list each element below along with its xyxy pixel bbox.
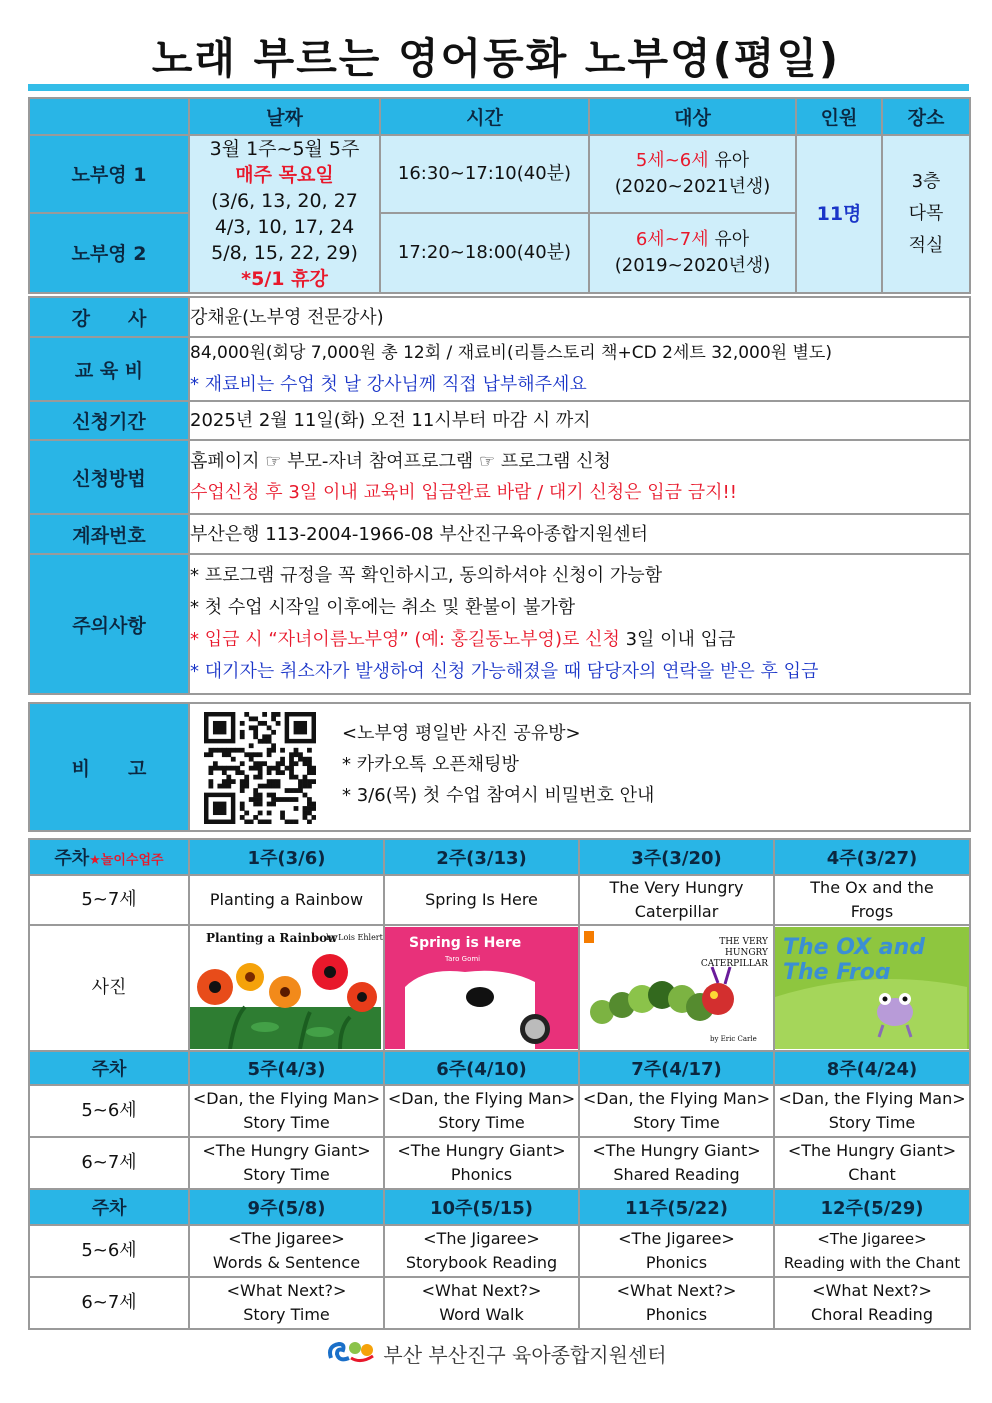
lesson-cell [774,1137,970,1189]
cover-title: THE VERY HUNGRY CATERPILLAR [700,937,768,969]
cover-author: by Lois Ehlert [326,933,383,942]
cover-title: Spring is Here [409,935,522,951]
lesson-cell [384,1277,579,1329]
remarks-text [342,718,654,811]
account-value: 부산은행 113-2004-1966-08 부산진구육아종합지원센터 [189,514,970,554]
lesson-cell [384,1137,579,1189]
weekly-schedule-table [28,838,971,1330]
fee-line: 84,000원(회당 7,000원 총 12회 / 재료비(리틀스토리 책+CD 2세트 32,000원 별도) [190,343,832,363]
book-cover [189,925,384,1051]
remarks-table [28,702,971,832]
lesson-book: <What Next?> [226,1281,347,1300]
book-cover [579,925,774,1051]
lesson-book: <The Jigaree> [423,1229,540,1248]
lesson-cell [579,1137,774,1189]
lesson-activity: Story Time [438,1113,525,1132]
cover-author: Taro Gomi [445,955,481,963]
page-title: 노래 부르는 영어동화 노부영(평일) [151,34,841,83]
row-label: 사진 [29,925,189,1051]
footer-text: 부산 부산진구 육아종합지원센터 [383,1343,667,1367]
book-title: The Very Hungry Caterpillar [579,875,774,925]
remark-line: * 3/6(목) 첫 수업 참여시 비밀번호 안내 [342,785,655,806]
instructor-label: 강 사 [29,297,189,337]
time-cell-2: 17:20~18:00(40분) [380,213,589,293]
lesson-activity: Story Time [243,1305,330,1324]
lesson-book: <What Next?> [616,1281,737,1300]
play-week-note: ★놀이수업주 [89,853,164,868]
class-label-2: 노부영 2 [29,213,189,293]
method-value [189,440,970,514]
row-label: 5~6세 [29,1225,189,1277]
remarks-label: 비 고 [29,703,189,831]
lesson-cell [189,1225,384,1277]
lesson-cell [579,1085,774,1137]
book-title: The Ox and the Frogs [774,875,970,925]
note-item: * 대기자는 취소자가 발생하여 신청 가능해졌을 때 담당자의 연락을 받은 후 입금 [190,661,819,682]
cover-title: Planting a Rainbow [206,931,338,945]
week-cell: 1주(3/6) [189,839,384,875]
lesson-activity: Word Walk [439,1305,524,1324]
period-label: 신청기간 [29,401,189,440]
remark-line: * 카카오톡 오픈채팅방 [342,754,519,775]
lesson-cell [579,1277,774,1329]
lesson-book: <Dan, the Flying Man> [192,1089,381,1108]
lesson-book: <The Jigaree> [817,1230,927,1248]
week-cell: 10주(5/15) [384,1189,579,1225]
instructor-value: 강채윤(노부영 전문강사) [189,297,970,337]
lesson-activity: Phonics [645,1305,708,1324]
lesson-activity: Story Time [633,1113,720,1132]
date-line: (3/6, 13, 20, 27 [211,190,358,212]
week-cell: 11주(5/22) [579,1189,774,1225]
class-label-1: 노부영 1 [29,135,189,213]
book-title: Spring Is Here [384,875,579,925]
note-red: * 입금 시 “자녀이름노부영” (예: 홍길동노부영)로 신청 [190,629,620,650]
notes-label: 주의사항 [29,554,189,694]
lesson-activity: Shared Reading [613,1165,740,1184]
header-date: 날짜 [189,98,380,135]
lesson-activity: Story Time [243,1165,330,1184]
place-cell [882,135,970,293]
date-line-holiday: *5/1 휴강 [241,268,328,290]
fee-label: 교 육 비 [29,337,189,401]
method-label: 신청방법 [29,440,189,514]
remark-line: <노부영 평일반 사진 공유방> [342,723,581,744]
footer [0,1336,992,1371]
target-year-1: (2020~2021년생) [614,175,771,197]
header-target: 대상 [589,98,796,135]
book-cover [774,925,970,1051]
capacity-cell: 11명 [796,135,882,293]
account-label: 계좌번호 [29,514,189,554]
time-cell-1: 16:30~17:10(40분) [380,135,589,213]
lesson-book: <The Hungry Giant> [202,1141,371,1160]
lesson-activity: Choral Reading [811,1305,933,1324]
lesson-activity: Storybook Reading [405,1253,558,1272]
week-cell: 4주(3/27) [774,839,970,875]
note-item: * 프로그램 규정을 꼭 확인하시고, 동의하셔야 신청이 가능함 [190,565,663,586]
lesson-cell [774,1225,970,1277]
lesson-cell [774,1277,970,1329]
lesson-activity: Story Time [828,1113,916,1132]
book-title: Planting a Rainbow [189,875,384,925]
note-rest: 3일 이내 입금 [619,629,736,650]
lesson-cell [579,1225,774,1277]
lesson-cell [189,1085,384,1137]
period-value: 2025년 2월 11일(화) 오전 11시부터 마감 시 까지 [189,401,970,440]
week-cell: 7주(4/17) [579,1051,774,1085]
fee-value [189,337,970,401]
week-cell: 8주(4/24) [774,1051,970,1085]
row-label: 6~7세 [29,1137,189,1189]
target-cell-2 [589,213,796,293]
lesson-book: <The Hungry Giant> [592,1141,761,1160]
center-logo-icon [325,1336,377,1371]
lesson-book: <The Hungry Giant> [787,1141,957,1160]
lesson-book: <The Jigaree> [618,1229,735,1248]
lesson-activity: Reading with the Chant [783,1254,961,1272]
fee-note: * 재료비는 수업 첫 날 강사님께 직접 납부해주세요 [190,374,587,395]
lesson-book: <The Hungry Giant> [397,1141,566,1160]
week-label: 주차 [54,848,90,869]
week-cell: 9주(5/8) [189,1189,384,1225]
caterpillar-illustration [580,927,771,1049]
lesson-cell [189,1277,384,1329]
date-cell [189,135,380,293]
lesson-cell [189,1137,384,1189]
cow-illustration [385,927,576,1049]
lesson-book: <What Next?> [812,1281,932,1300]
lesson-activity: Words & Sentence [212,1253,361,1272]
week-cell: 6주(4/10) [384,1051,579,1085]
week-cell: 2주(3/13) [384,839,579,875]
week-header: 주차 [29,1051,189,1085]
qr-code-icon [204,712,316,824]
place-line: 적실 [908,235,944,256]
header-place: 장소 [882,98,970,135]
target-age-1: 5세~6세 [635,149,709,171]
method-warning: 수업신청 후 3일 이내 교육비 입금완료 바람 / 대기 신청은 입금 금지!! [190,482,737,503]
header-time: 시간 [380,98,589,135]
week-header [29,839,189,875]
lesson-cell [384,1085,579,1137]
lesson-activity: Chant [848,1165,896,1184]
target-rest-2: 유아 [708,228,750,250]
notes-value [189,554,970,694]
lesson-book: <Dan, the Flying Man> [778,1089,966,1108]
target-cell-1 [589,135,796,213]
method-line: 홈페이지 ☞ 부모-자녀 참여프로그램 ☞ 프로그램 신청 [190,451,611,472]
lesson-book: <Dan, the Flying Man> [582,1089,771,1108]
lesson-cell [384,1225,579,1277]
week-cell: 3주(3/20) [579,839,774,875]
date-line: 5/8, 15, 22, 29) [211,242,358,264]
date-line: 4/3, 10, 17, 24 [214,216,355,238]
lesson-book: <Dan, the Flying Man> [387,1089,576,1108]
cover-author: by Eric Carle [710,1035,757,1043]
place-line: 다목 [908,203,944,224]
header-blank [29,98,189,135]
lesson-activity: Story Time [243,1113,330,1132]
week-cell: 12주(5/29) [774,1189,970,1225]
date-line-weekday: 매주 목요일 [235,164,334,186]
overview-table [28,97,971,294]
cover-title: The OX and The Frog [783,935,926,985]
lesson-activity: Phonics [450,1165,513,1184]
date-line: 3월 1주~5월 5주 [209,138,360,160]
target-age-2: 6세~7세 [635,228,709,250]
row-label: 6~7세 [29,1277,189,1329]
lesson-book: <What Next?> [421,1281,542,1300]
lesson-activity: Phonics [645,1253,708,1272]
header-capacity: 인원 [796,98,882,135]
place-line: 3층 [911,171,941,192]
row-label: 5~7세 [29,875,189,925]
week-header: 주차 [29,1189,189,1225]
title-underline [28,84,969,91]
info-table [28,296,971,695]
target-year-2: (2019~2020년생) [614,254,771,276]
note-item [190,624,969,656]
frog-illustration [775,927,967,1049]
remarks-value [189,703,970,831]
lesson-cell [774,1085,970,1137]
note-item: * 첫 수업 시작일 이후에는 취소 및 환불이 불가함 [190,597,576,618]
target-rest-1: 유아 [708,149,750,171]
lesson-book: <The Jigaree> [228,1229,345,1248]
row-label: 5~6세 [29,1085,189,1137]
week-cell: 5주(4/3) [189,1051,384,1085]
flower-illustration [190,927,381,1049]
book-cover [384,925,579,1051]
